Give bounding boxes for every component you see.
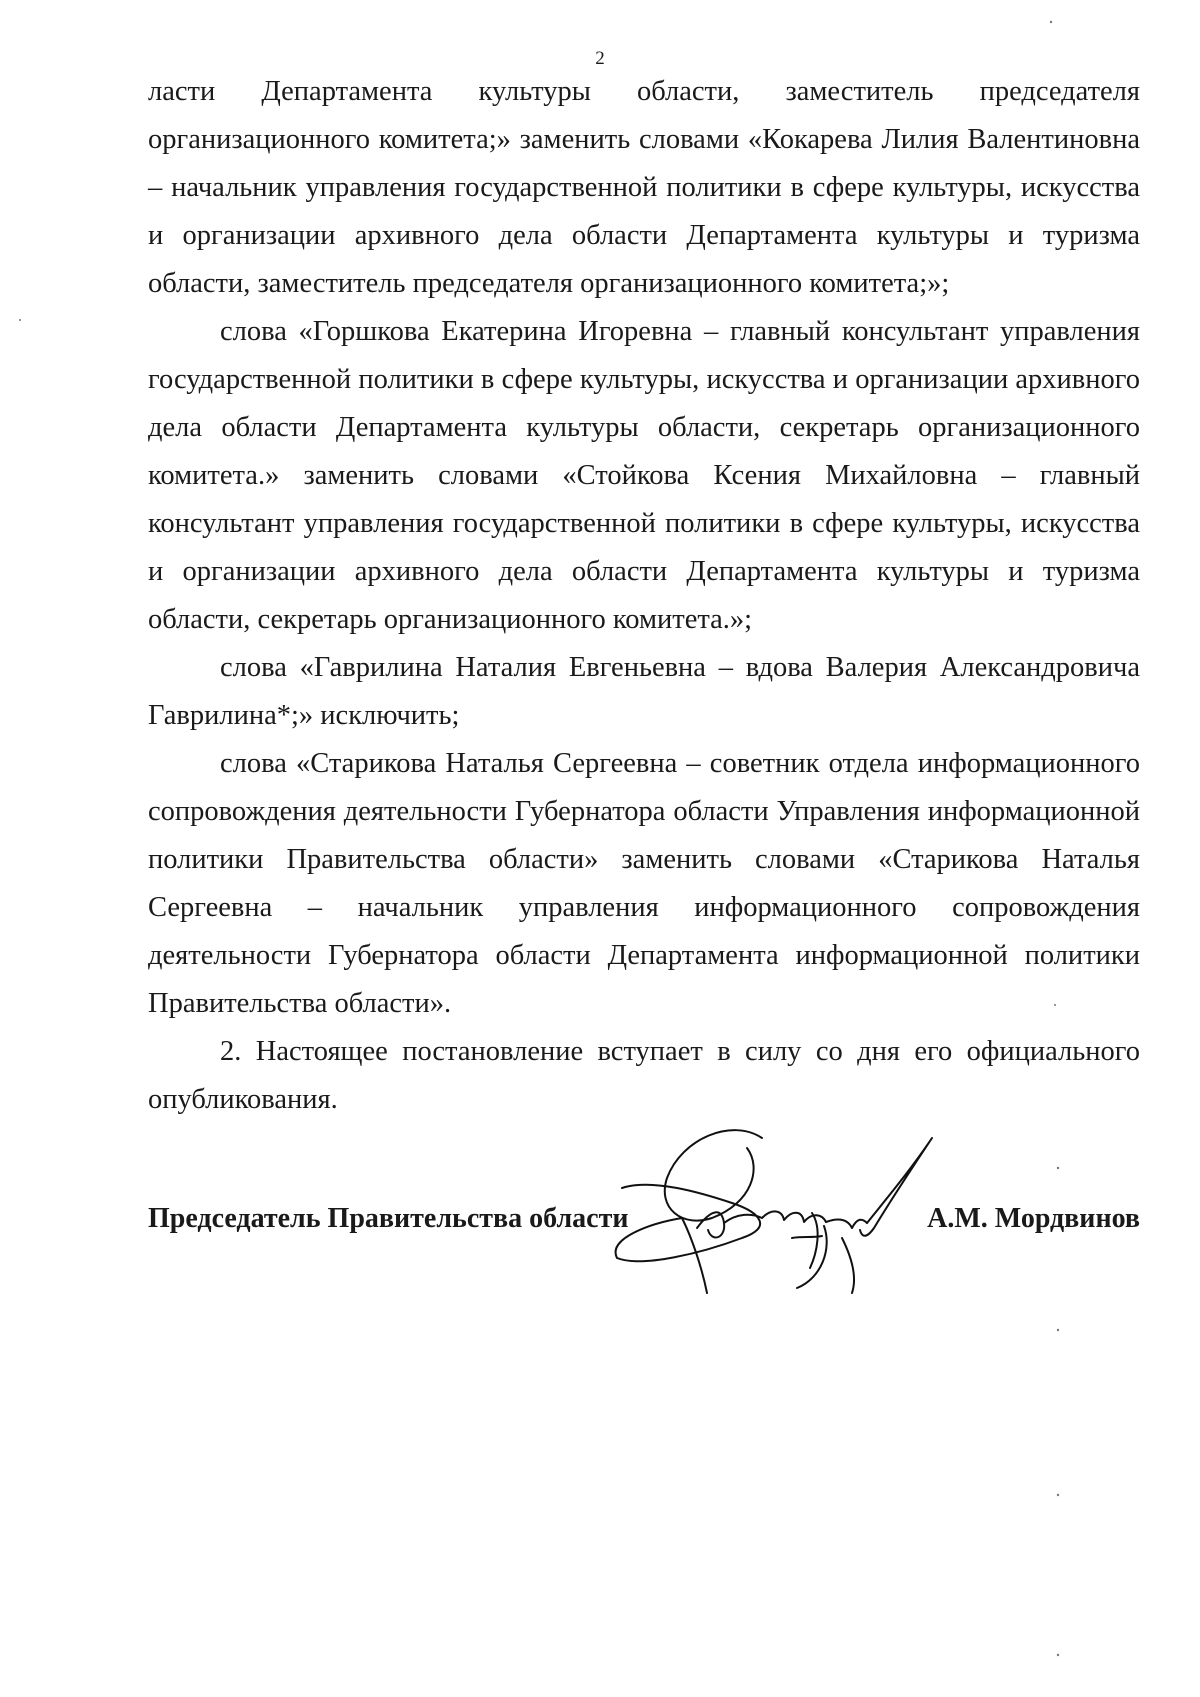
document-body [148,68,1140,1124]
paragraph-2: слова «Горшкова Екатерина Игоревна – главный консультант управления государственной политики в сфере культуры, искусства и организации архивного дела области Департамента культуры области, секретарь организационного комитета.» заменить словами «Стойкова Ксения Михайловна – главный консультант управления государственной политики в сфере культуры, искусства и организации архивного дела области Департамента культуры и туризма области, секретарь организационного комитета.»; [148,316,1140,635]
signature-block [148,1203,1140,1243]
paragraph-3: слова «Гаврилина Наталия Евгеньевна – вдова Валерия Александровича Гаврилина*;» исключить; [148,652,1140,731]
signatory-title: Председатель Правительства области [148,1203,629,1234]
page-number: 2 [595,48,605,69]
paragraph-1: ласти Департамента культуры области, заместитель председателя организационного комитета;» заменить словами «Кокарева Лилия Валентиновна – начальник управления государственной политики в сфере культуры, искусства и организации архивного дела области Департамента культуры и туризма области, заместитель председателя организационного комитета;»; [148,76,1140,299]
paragraph-5: 2. Настоящее постановление вступает в силу со дня его официального опубликования. [148,1036,1140,1115]
signatory-name: А.М. Мордвинов [927,1203,1140,1234]
paragraph-4: слова «Старикова Наталья Сергеевна – советник отдела информационного сопровождения деятельности Губернатора области Управления информационной политики Правительства области» заменить словами «Старикова Наталья Сергеевна – начальник управления информационного сопровождения деятельности Губернатора области Департамента информационной политики Правительства области». [148,748,1140,1019]
